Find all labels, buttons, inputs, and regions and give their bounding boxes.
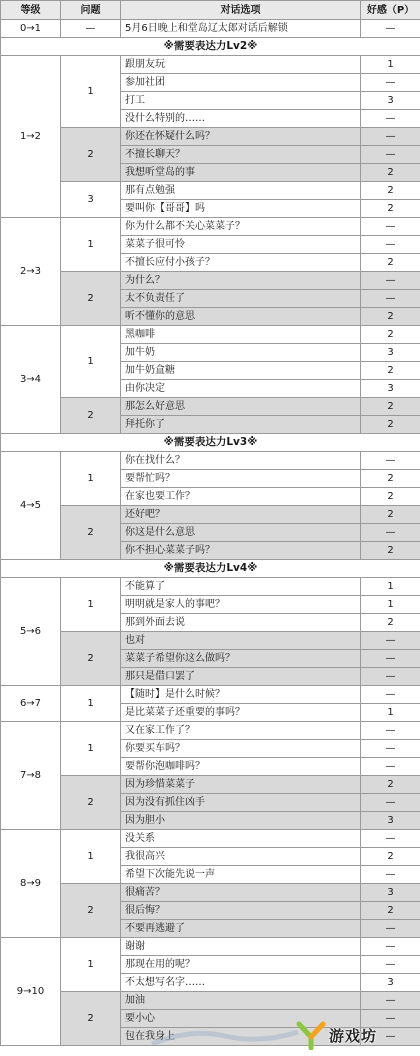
table-row <box>1 182 420 200</box>
option-cell: 你这是什么意思 <box>121 524 361 542</box>
option-cell: 不能算了 <box>121 578 361 596</box>
option-cell: 因为珍惜菜菜子 <box>121 776 361 794</box>
option-cell: 参加社团 <box>121 74 361 92</box>
intro-question: — <box>61 20 121 38</box>
header-row <box>1 1 420 20</box>
table-row <box>1 398 420 416</box>
option-cell: 是比菜菜子还重要的事吗？ <box>121 704 361 722</box>
favor-cell: 2 <box>361 848 420 866</box>
favor-cell: — <box>361 992 420 1010</box>
favor-cell: 2 <box>361 182 420 200</box>
favor-cell: 2 <box>361 326 420 344</box>
table-row <box>1 992 420 1010</box>
option-cell: 要叫你【哥哥】吗 <box>121 200 361 218</box>
option-cell: 又在家工作了？ <box>121 722 361 740</box>
option-cell: 你还在怀疑什么吗？ <box>121 128 361 146</box>
favor-cell: — <box>361 110 420 128</box>
favor-cell: 2 <box>361 254 420 272</box>
question-cell: 1 <box>61 686 121 722</box>
question-cell: 2 <box>61 992 121 1046</box>
option-cell: 不擅长应付小孩子？ <box>121 254 361 272</box>
table-row <box>1 938 420 956</box>
section-label: ※需要表达力Lv2※ <box>1 38 420 56</box>
option-cell: 谢谢 <box>121 938 361 956</box>
option-cell: 加牛奶 <box>121 344 361 362</box>
table-row <box>1 884 420 902</box>
option-cell: 没什么特别的…… <box>121 110 361 128</box>
option-cell: 你要买车吗？ <box>121 740 361 758</box>
option-cell: 那现在用的呢？ <box>121 956 361 974</box>
option-cell: 希望下次能先说一声 <box>121 866 361 884</box>
favor-cell: — <box>361 524 420 542</box>
level-cell: 4→5 <box>1 452 61 560</box>
table-row <box>1 722 420 740</box>
question-cell: 1 <box>61 452 121 506</box>
question-cell: 2 <box>61 632 121 686</box>
favor-cell: 3 <box>361 884 420 902</box>
favor-cell: 2 <box>361 200 420 218</box>
table-row <box>1 218 420 236</box>
question-cell: 1 <box>61 830 121 884</box>
favor-cell: 3 <box>361 974 420 992</box>
header-favor: 好感（P） <box>361 1 420 20</box>
option-cell: 要帮你泡咖啡吗？ <box>121 758 361 776</box>
favor-cell: — <box>361 74 420 92</box>
question-cell: 1 <box>61 938 121 992</box>
table-row <box>1 326 420 344</box>
question-cell: 1 <box>61 326 121 398</box>
favor-cell: 2 <box>361 362 420 380</box>
favor-cell: — <box>361 218 420 236</box>
section-label: ※需要表达力Lv4※ <box>1 560 420 578</box>
question-cell: 1 <box>61 218 121 272</box>
table-row <box>1 632 420 650</box>
favor-cell: 1 <box>361 704 420 722</box>
table-body <box>1 20 420 1046</box>
favor-cell: — <box>361 128 420 146</box>
favor-cell: 1 <box>361 578 420 596</box>
favor-cell: — <box>361 236 420 254</box>
level-cell: 9→10 <box>1 938 61 1046</box>
question-cell: 2 <box>61 398 121 434</box>
favor-cell: — <box>361 866 420 884</box>
option-cell: 在家也要工作？ <box>121 488 361 506</box>
favor-cell: — <box>361 452 420 470</box>
favor-cell: 2 <box>361 416 420 434</box>
option-cell: 不要再逃避了 <box>121 920 361 938</box>
option-cell: 我很高兴 <box>121 848 361 866</box>
favor-cell: — <box>361 290 420 308</box>
favor-cell: 2 <box>361 164 420 182</box>
table-row <box>1 56 420 74</box>
intro-row <box>1 20 420 38</box>
intro-favor: — <box>361 20 420 38</box>
favor-cell: — <box>361 722 420 740</box>
question-cell: 2 <box>61 776 121 830</box>
favor-cell: 2 <box>361 470 420 488</box>
level-cell: 7→8 <box>1 722 61 830</box>
logo-text: 游戏坊 <box>329 1026 378 1045</box>
option-cell: 还好吧？ <box>121 506 361 524</box>
level-cell: 3→4 <box>1 326 61 434</box>
favor-cell: — <box>361 686 420 704</box>
header-question: 问题 <box>61 1 121 20</box>
table-row <box>1 452 420 470</box>
question-cell: 2 <box>61 128 121 182</box>
watermark-graphic <box>150 1026 300 1048</box>
section-row <box>1 38 420 56</box>
table-row <box>1 830 420 848</box>
option-cell: 你为什么都不关心菜菜子？ <box>121 218 361 236</box>
favor-cell: — <box>361 146 420 164</box>
option-cell: 由你决定 <box>121 380 361 398</box>
favor-cell: — <box>361 650 420 668</box>
option-cell: 太不负责任了 <box>121 290 361 308</box>
option-cell: 那有点勉强 <box>121 182 361 200</box>
option-cell: 听不懂你的意思 <box>121 308 361 326</box>
option-cell: 要帮忙吗？ <box>121 470 361 488</box>
option-cell: 【随时】是什么时候？ <box>121 686 361 704</box>
favor-cell: 3 <box>361 812 420 830</box>
header-option: 对话选项 <box>121 1 361 20</box>
option-cell: 很痛苦？ <box>121 884 361 902</box>
favor-cell: 2 <box>361 308 420 326</box>
option-cell: 没关系 <box>121 830 361 848</box>
option-cell: 你在找什么？ <box>121 452 361 470</box>
option-cell: 菜菜子很可怜 <box>121 236 361 254</box>
option-cell: 要小心 <box>121 1010 361 1028</box>
option-cell: 包在我身上 <box>121 1028 361 1046</box>
question-cell: 1 <box>61 722 121 776</box>
favor-cell: — <box>361 794 420 812</box>
option-cell: 不太想写名字…… <box>121 974 361 992</box>
option-cell: 拜托你了 <box>121 416 361 434</box>
favor-cell: — <box>361 956 420 974</box>
favor-cell: 3 <box>361 92 420 110</box>
favor-cell: 1 <box>361 56 420 74</box>
option-cell: 为什么？ <box>121 272 361 290</box>
intro-option: 5月6日晚上和堂岛辽太郎对话后解锁 <box>121 20 361 38</box>
table-row <box>1 506 420 524</box>
option-cell: 明明就是家人的事吧？ <box>121 596 361 614</box>
option-cell: 黑咖啡 <box>121 326 361 344</box>
favor-cell: 2 <box>361 488 420 506</box>
favor-cell: — <box>361 1010 420 1028</box>
favor-cell: — <box>361 758 420 776</box>
question-cell: 2 <box>61 272 121 326</box>
favor-cell: 2 <box>361 542 420 560</box>
favor-cell: — <box>361 830 420 848</box>
option-cell: 也对 <box>121 632 361 650</box>
favor-cell: — <box>361 938 420 956</box>
option-cell: 我想听堂岛的事 <box>121 164 361 182</box>
favor-cell: 2 <box>361 776 420 794</box>
table-row <box>1 272 420 290</box>
level-cell: 6→7 <box>1 686 61 722</box>
option-cell: 菜菜子希望你这么做吗？ <box>121 650 361 668</box>
level-cell: 5→6 <box>1 578 61 686</box>
favor-cell: — <box>361 1028 420 1046</box>
favor-cell: — <box>361 740 420 758</box>
favor-cell: 1 <box>361 596 420 614</box>
option-cell: 加牛奶盒糖 <box>121 362 361 380</box>
favor-cell: 2 <box>361 506 420 524</box>
question-cell: 2 <box>61 506 121 560</box>
favor-cell: 2 <box>361 614 420 632</box>
header-level: 等级 <box>1 1 61 20</box>
level-cell: 2→3 <box>1 218 61 326</box>
table-row <box>1 776 420 794</box>
favor-cell: — <box>361 272 420 290</box>
favor-cell: — <box>361 668 420 686</box>
favor-cell: 2 <box>361 398 420 416</box>
question-cell: 3 <box>61 182 121 218</box>
favor-cell: 3 <box>361 344 420 362</box>
table-row <box>1 128 420 146</box>
question-cell: 1 <box>61 578 121 632</box>
option-cell: 加油 <box>121 992 361 1010</box>
favor-cell: — <box>361 920 420 938</box>
option-cell: 那怎么好意思 <box>121 398 361 416</box>
option-cell: 跟朋友玩 <box>121 56 361 74</box>
option-cell: 不擅长聊天？ <box>121 146 361 164</box>
option-cell: 因为没有抓住凶手 <box>121 794 361 812</box>
favor-cell: 2 <box>361 902 420 920</box>
logo-y-icon <box>296 1020 326 1050</box>
section-label: ※需要表达力Lv3※ <box>1 434 420 452</box>
level-cell: 8→9 <box>1 830 61 938</box>
option-cell: 因为胆小 <box>121 812 361 830</box>
level-cell: 1→2 <box>1 56 61 218</box>
site-logo <box>296 1018 414 1052</box>
question-cell: 1 <box>61 56 121 128</box>
section-row <box>1 560 420 578</box>
option-cell: 打工 <box>121 92 361 110</box>
option-cell: 你不担心菜菜子吗？ <box>121 542 361 560</box>
favor-cell: 3 <box>361 380 420 398</box>
intro-level: 0→1 <box>1 20 61 38</box>
section-row <box>1 434 420 452</box>
table-row <box>1 578 420 596</box>
option-cell: 那到外面去说 <box>121 614 361 632</box>
table-row <box>1 686 420 704</box>
question-cell: 2 <box>61 884 121 938</box>
option-cell: 很后悔？ <box>121 902 361 920</box>
favor-cell: — <box>361 632 420 650</box>
option-cell: 那只是借口罢了 <box>121 668 361 686</box>
